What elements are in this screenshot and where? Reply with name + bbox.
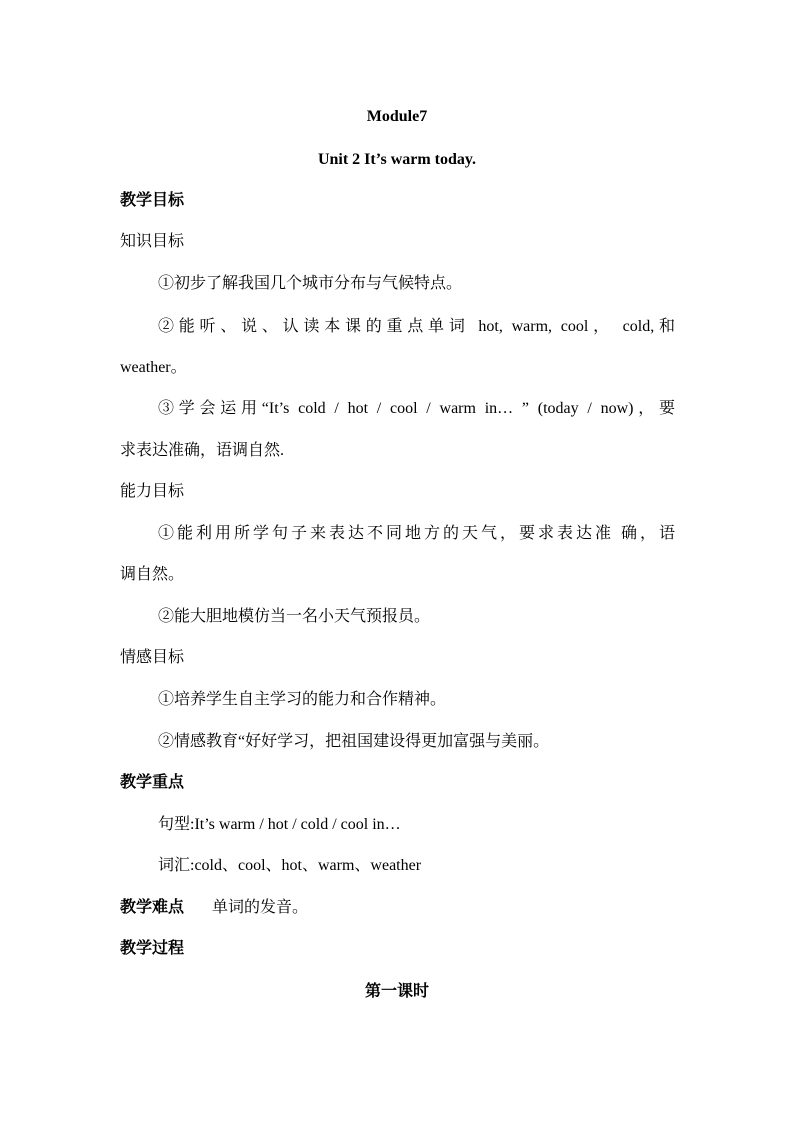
emotion-goals-heading: 情感目标 [120, 649, 185, 666]
difficulty-text: 单词的发音。 [212, 899, 309, 916]
knowledge-goals-heading: 知识目标 [120, 233, 185, 250]
knowledge-item-2-line-2: weather。 [120, 359, 187, 376]
ability-item-1-line-1: ①能利用所学句子来表达不同地方的天气，要求表达准 确，语 [158, 525, 675, 542]
knowledge-item-3-line-2: 求表达准确，语调自然. [120, 442, 285, 459]
unit-title: Unit 2 It’s warm today. [317, 151, 477, 168]
ability-item-2: ②能大胆地模仿当一名小天气预报员。 [158, 608, 431, 625]
difficulty-row [120, 897, 675, 919]
knowledge-item-3-line-1: ③学会运用“It’s cold / hot / cool / warm in… ” (today / now)，要 [158, 400, 675, 417]
ability-goals-heading: 能力目标 [120, 483, 185, 500]
knowledge-item-2-line-1: ②能听、说、认读本课的重点单词 hot, warm, cool， cold,和 [158, 318, 675, 335]
emotion-item-2: ②情感教育“好好学习，把祖国建设得更加富强与美丽。 [158, 733, 550, 750]
lesson-heading: 第一课时 [364, 983, 429, 1000]
difficulty-heading: 教学难点 [120, 899, 185, 916]
emotion-item-1: ①培养学生自主学习的能力和合作精神。 [158, 691, 447, 708]
key-points-sentence: 句型:It’s warm / hot / cold / cool in… [158, 816, 401, 833]
knowledge-item-1: ①初步了解我国几个城市分布与气候特点。 [158, 275, 463, 292]
key-points-heading: 教学重点 [120, 774, 185, 791]
teaching-goals-heading: 教学目标 [120, 192, 185, 209]
key-points-vocab: 词汇:cold、cool、hot、warm、weather [158, 857, 422, 874]
process-heading: 教学过程 [120, 940, 185, 957]
module-title: Module7 [366, 108, 428, 125]
ability-item-1-line-2: 调自然。 [120, 566, 185, 583]
